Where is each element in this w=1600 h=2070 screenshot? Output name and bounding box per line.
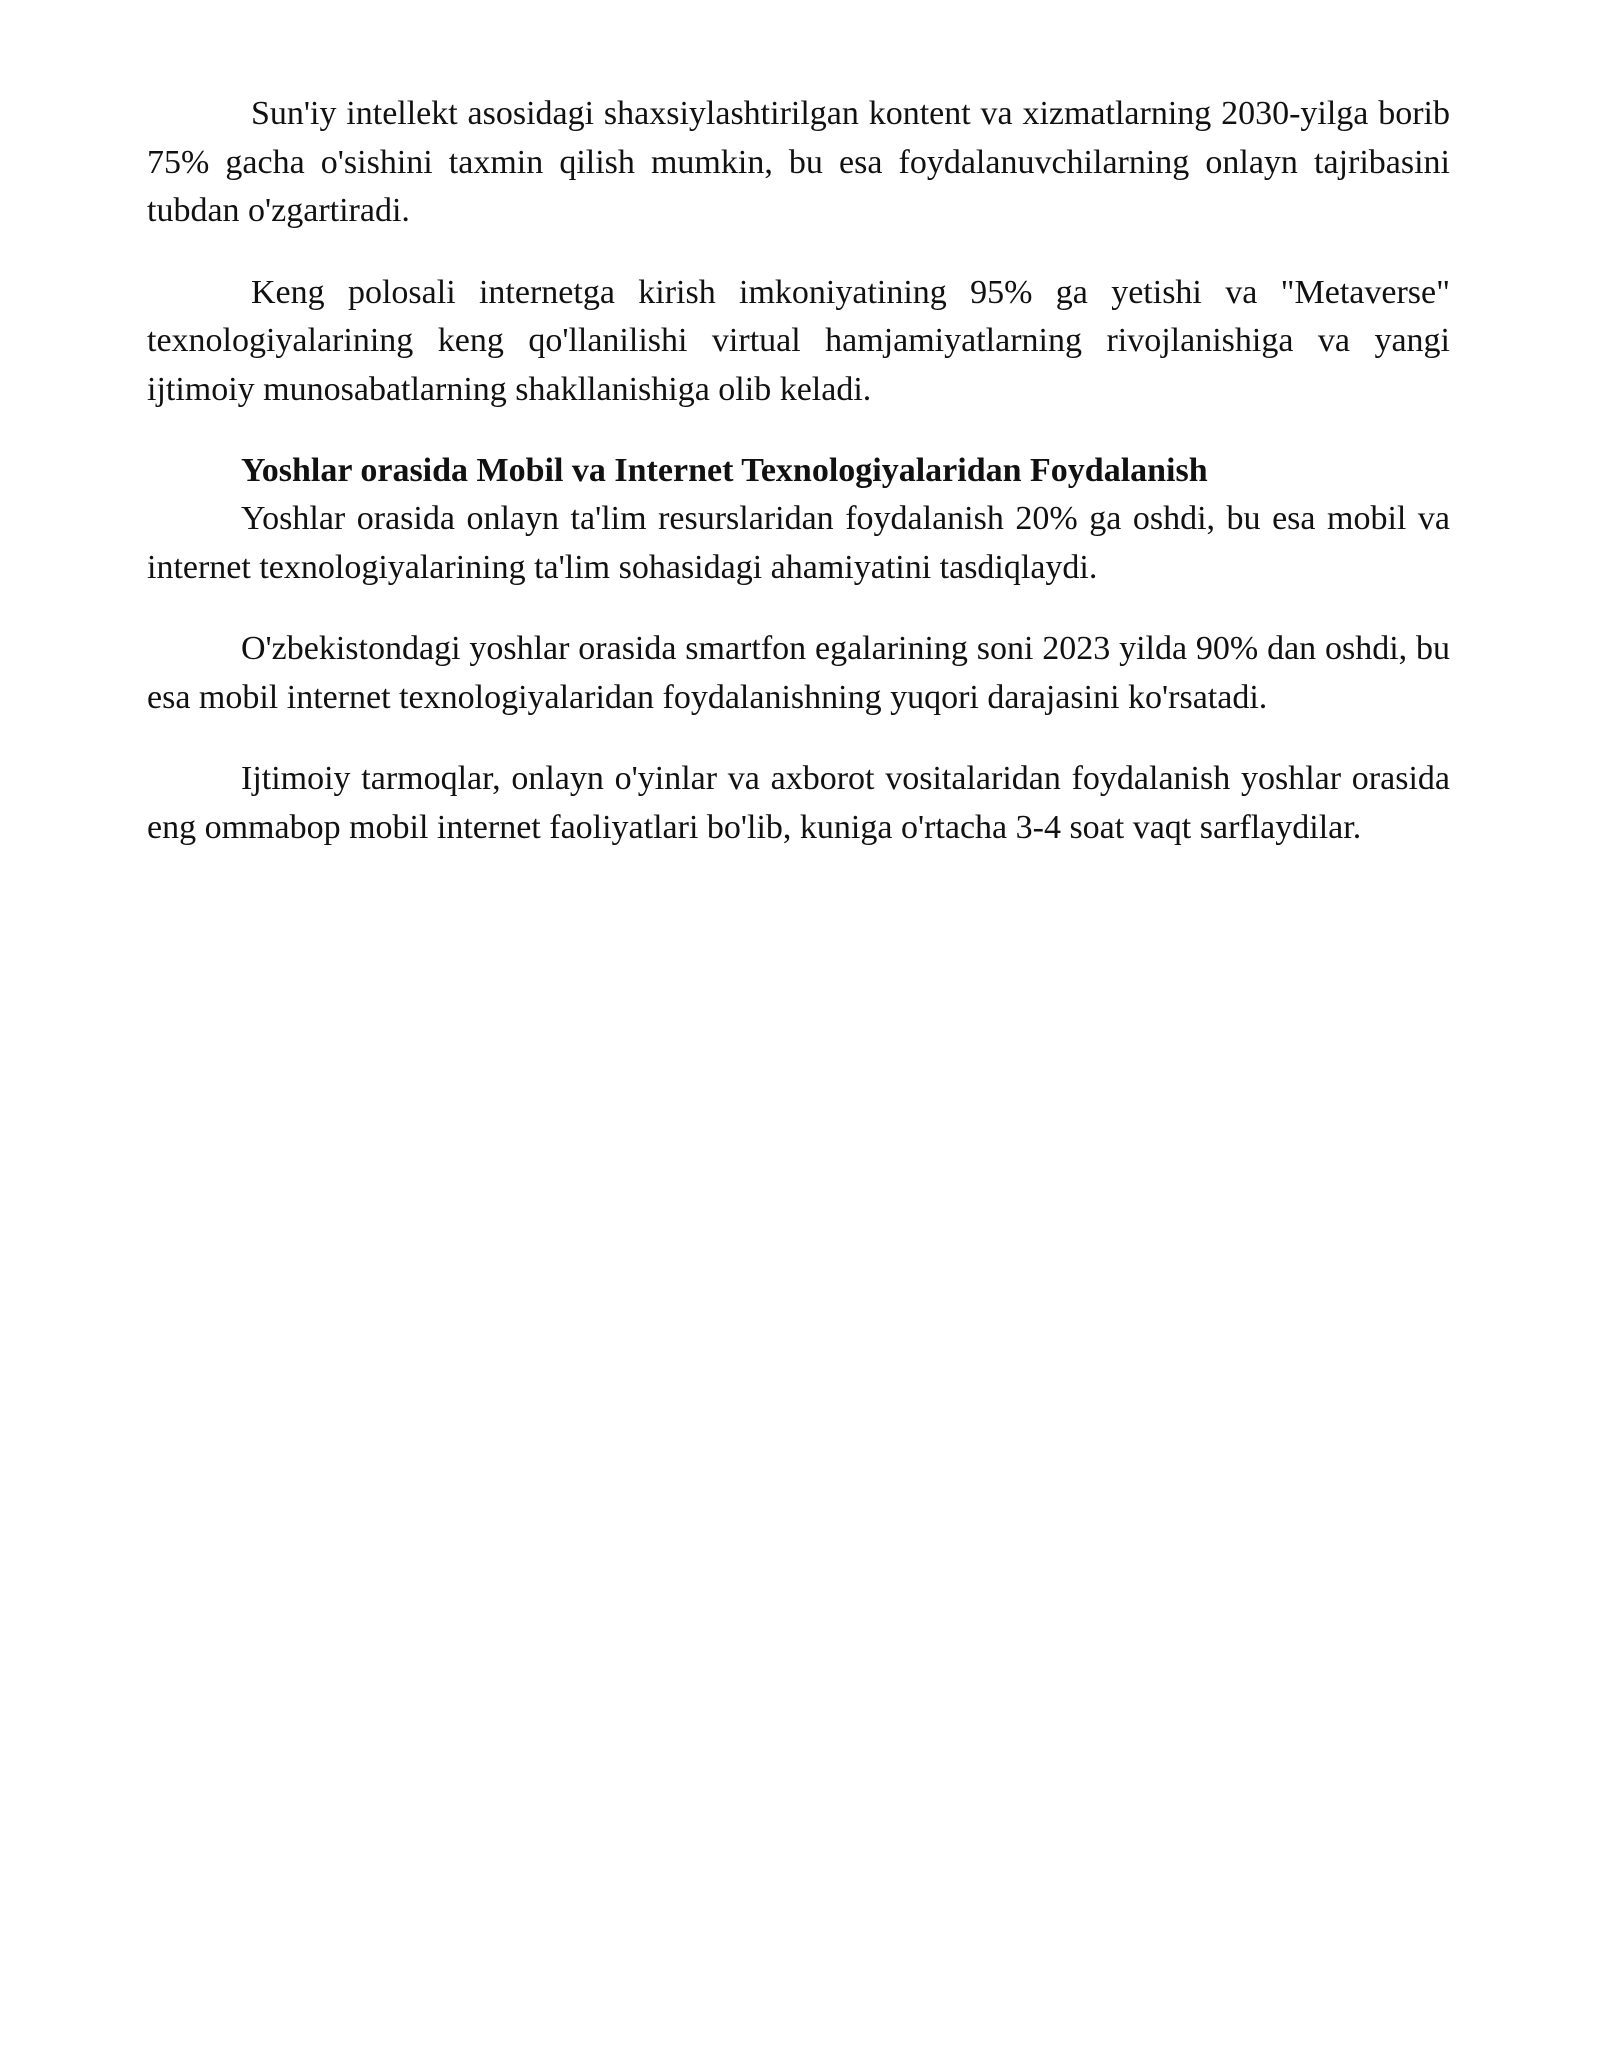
paragraph-social-media-usage: Ijtimoiy tarmoqlar, onlayn o'yinlar va axborot vositalaridan foydalanish yoshlar orasida eng ommabop mobil internet faoliyatlari bo'lib, kuniga o'rtacha 3-4 soat vaqt sarflaydilar. — [147, 760, 1450, 846]
document-body — [147, 90, 1450, 885]
paragraph-online-education: Yoshlar orasida onlayn ta'lim resurslaridan foydalanish 20% ga oshdi, bu esa mobil va internet texnologiyalarining ta'lim sohasidagi ahamiyatini tasdiqlaydi. — [147, 500, 1450, 586]
paragraph-ai-personalization: Sun'iy intellekt asosidagi shaxsiylashtirilgan kontent va xizmatlarning 2030-yilga borib 75% gacha o'sishini taxmin qilish mumkin, bu esa foydalanuvchilarning onlayn tajribasini tubdan o'zgartiradi. — [147, 95, 1450, 229]
paragraph-broadband-metaverse: Keng polosali internetga kirish imkoniyatining 95% ga yetishi va "Metaverse" texnologiyalarining keng qo'llanilishi virtual hamjamiyatlarning rivojlanishiga va yangi ijtimoiy munosabatlarning shakllanishiga olib keladi. — [147, 273, 1450, 408]
section-heading: Yoshlar orasida Mobil va Internet Texnologiyalaridan Foydalanish — [241, 452, 1208, 489]
paragraph-smartphone-ownership: O'zbekistondagi yoshlar orasida smartfon egalarining soni 2023 yilda 90% dan oshdi, bu esa mobil internet texnologiyalaridan foydalanishning yuqori darajasini ko'rsatadi. — [147, 630, 1450, 716]
